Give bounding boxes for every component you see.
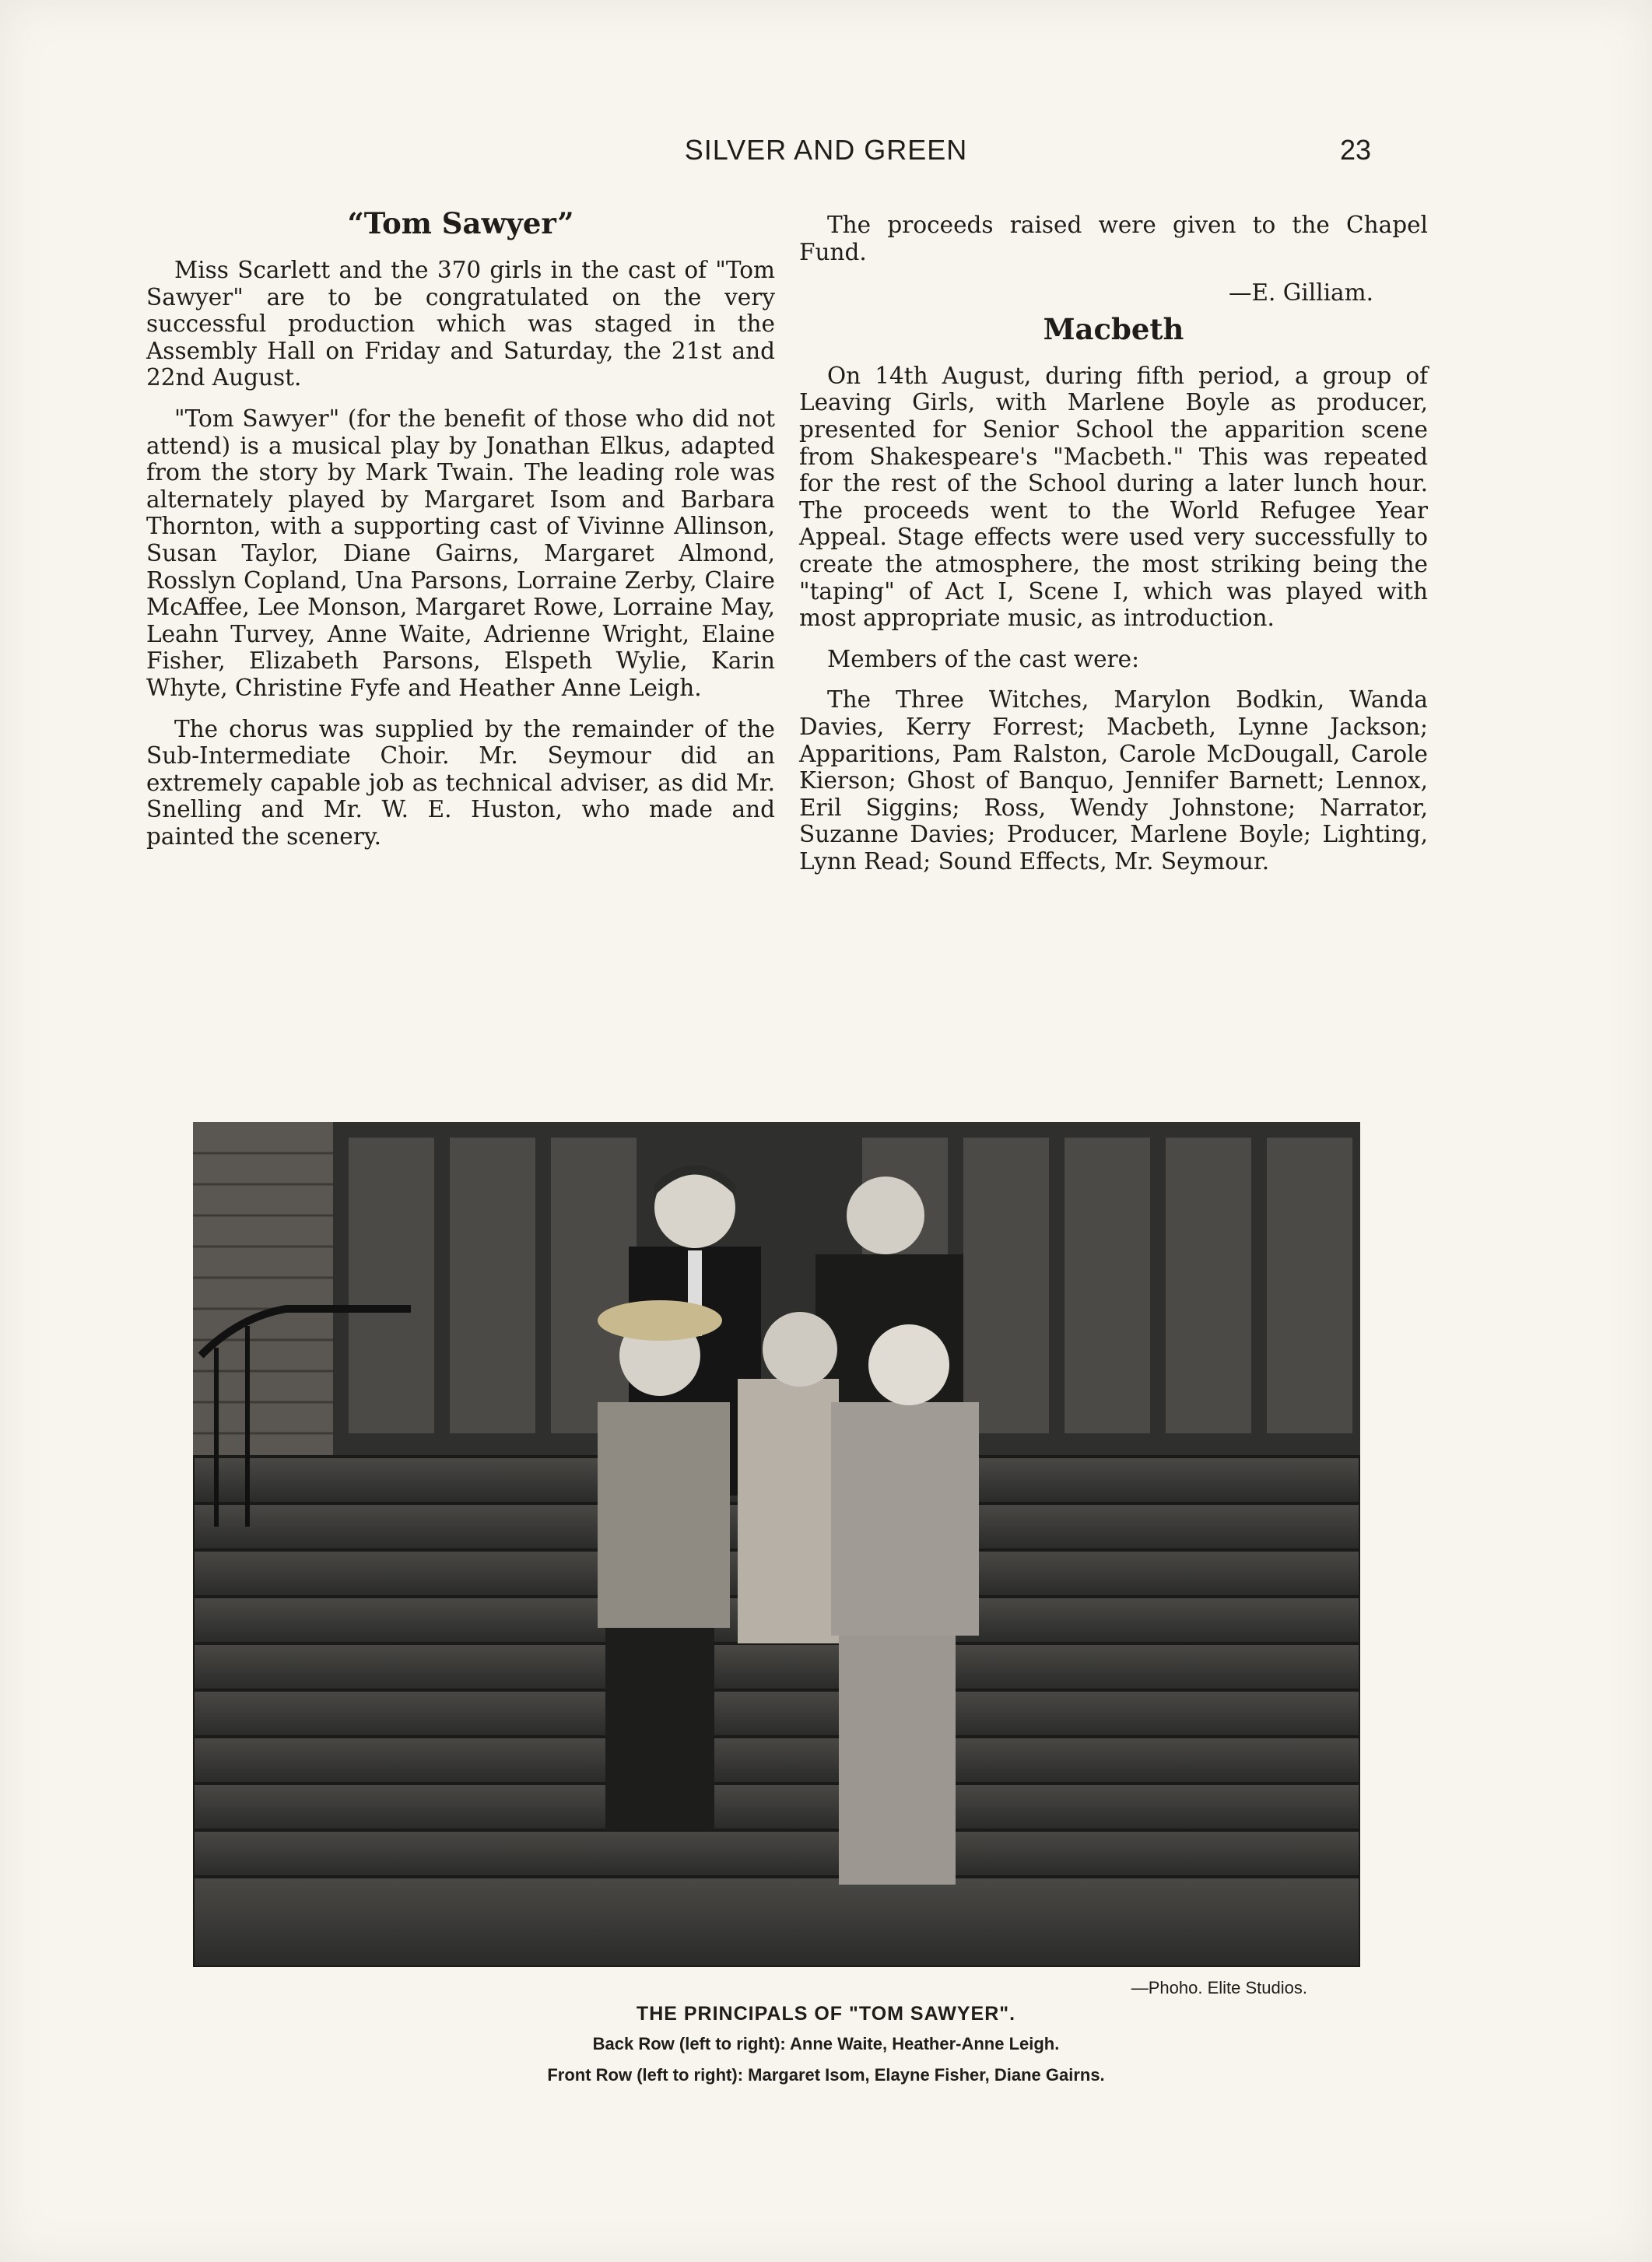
macbeth-paragraph-2: Members of the cast were: [827, 645, 1140, 672]
tom-sawyer-paragraph-2: "Tom Sawyer" (for the benefit of those who did not attend) is a musical play by Jonathan Elkus, adapted from the story by Mark Twain. The leading role was alternately played by Margaret Isom and Barbara Thornton, with a supporting cast of Vivinne Allinson, Susan Taylor, Diane Gairns, Margaret Almond, Rosslyn Copland, Una Parsons, Lorraine Zerby, Claire McAffee, Lee Monson, Margaret Rowe, Lorraine May, Leahn Turvey, Anne Waite, Adrienne Wright, Elaine Fisher, Elizabeth Parsons, Elspeth Wylie, Karin Whyte, Christine Fyfe and Heather Anne Leigh. [146, 405, 775, 701]
photo-caption-front-row: Front Row (left to right): Margaret Isom, Elayne Fisher, Diane Gairns. [547, 2065, 1105, 2085]
tom-sawyer-paragraph-3: The chorus was supplied by the remainder of the Sub-Intermediate Choir. Mr. Seymour did an extremely capable job as technical adviser, as did Mr. Snelling and Mr. W. E. Huston, who made and painted the scenery. [146, 715, 775, 850]
left-column [146, 205, 775, 864]
tom-sawyer-continuation: The proceeds raised were given to the Chapel Fund. [799, 212, 1428, 265]
cast-photograph [193, 1122, 1360, 1967]
photo-caption-back-row: Back Row (left to right): Anne Waite, Heather-Anne Leigh. [592, 2034, 1060, 2053]
running-head: SILVER AND GREEN [684, 134, 968, 166]
macbeth-paragraph-1: On 14th August, during fifth period, a group of Leaving Girls, with Marlene Boyle as producer, presented for Senior School the apparition scene from Shakespeare's "Macbeth." This was repeated for the rest of the School during a later lunch hour. The proceeds went to the World Refugee Year Appeal. Stage effects were used very successfully to create the atmosphere, the most striking being the "taping" of Act I, Scene I, which was played with most appropriate music, as introduction. [799, 362, 1428, 632]
photo-credit: —Phoho. Elite Studios. [1131, 1978, 1307, 1997]
photo-caption-title: THE PRINCIPALS OF "TOM SAWYER". [636, 2003, 1016, 2025]
page-number: 23 [1340, 134, 1372, 166]
macbeth-title: Macbeth [1043, 311, 1184, 346]
article-byline: —E. Gilliam. [1228, 279, 1373, 307]
tom-sawyer-title: “Tom Sawyer” [347, 206, 574, 240]
right-column [799, 212, 1428, 889]
tom-sawyer-paragraph-1: Miss Scarlett and the 370 girls in the cast of "Tom Sawyer" are to be congratulated on the very successful production which was staged in the Assembly Hall on Friday and Saturday, the 21st and 22nd August. [146, 257, 775, 391]
macbeth-cast-list: The Three Witches, Marylon Bodkin, Wanda Davies, Kerry Forrest; Macbeth, Lynne Jackson; Apparitions, Pam Ralston, Carole McDougall, Carole Kierson; Ghost of Banquo, Jennifer Barnett; Lennox, Eril Siggins; Ross, Wendy Johnstone; Narrator, Suzanne Davies; Producer, Marlene Boyle; Lighting, Lynn Read; Sound Effects, Mr. Seymour. [799, 686, 1428, 875]
